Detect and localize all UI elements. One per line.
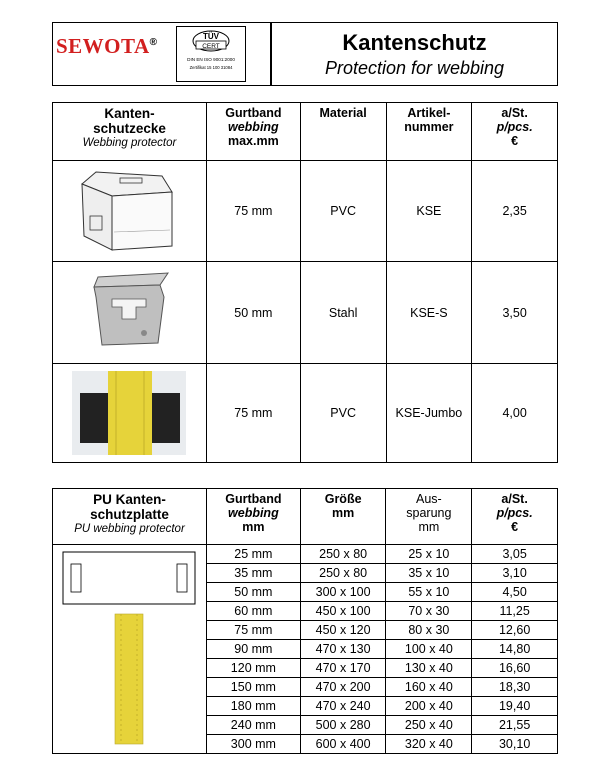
table-row (53, 262, 558, 364)
table-cell: 450 x 100 (300, 602, 386, 621)
table-cell: 470 x 170 (300, 659, 386, 678)
table-cell: schutzplatte (90, 507, 169, 522)
table-cell: 320 x 40 (386, 735, 472, 754)
table-cell: 3,10 (472, 564, 558, 583)
table-cell: webbing (228, 120, 279, 134)
table-cell: 3,50 (472, 262, 558, 364)
product-header-cell (53, 103, 207, 161)
col-header-size (300, 489, 386, 545)
table-cell: 4,50 (472, 583, 558, 602)
table-cell: 55 x 10 (386, 583, 472, 602)
col-header-material (300, 103, 386, 161)
table-cell: Stahl (300, 262, 386, 364)
table-cell: 250 x 80 (300, 545, 386, 564)
table-cell: Webbing protector (82, 137, 177, 149)
table-cell: 16,60 (472, 659, 558, 678)
table-cell: 470 x 200 (300, 678, 386, 697)
table-cell: Material (319, 106, 367, 120)
table-cell: Aus- (416, 492, 442, 506)
col-header-gurtband (206, 489, 300, 545)
table-cell: 11,25 (472, 602, 558, 621)
table-cell: ® (149, 37, 158, 48)
table-cell: SEWOTA (56, 34, 150, 58)
table-cell: 160 x 40 (386, 678, 472, 697)
col-header-gurtband (206, 103, 300, 161)
jumbo-protector-photo (53, 364, 207, 463)
table-cell: schutzecke (93, 121, 166, 136)
table-cell: 250 x 80 (300, 564, 386, 583)
table-cell: webbing (228, 506, 279, 520)
table-cell: Größe (324, 492, 362, 506)
table-cell: 25 x 10 (386, 545, 472, 564)
table-header-row (53, 103, 558, 161)
table-cell: 14,80 (472, 640, 558, 659)
table-cell: mm (418, 520, 440, 534)
table-cell: KSE-S (386, 262, 472, 364)
table-cell: mm (242, 520, 265, 534)
table-cell: 30,10 (472, 735, 558, 754)
table-cell: mm (332, 506, 355, 520)
table-cell: 12,60 (472, 621, 558, 640)
table-cell: 21,55 (472, 716, 558, 735)
table-cell: 75 mm (206, 364, 300, 463)
table-cell: 100 x 40 (386, 640, 472, 659)
table-cell: 80 x 30 (386, 621, 472, 640)
table-cell: nummer (404, 120, 454, 134)
table-cell: 250 x 40 (386, 716, 472, 735)
product-header-cell (53, 489, 207, 545)
table-cell: 3,05 (472, 545, 558, 564)
tuv-text: TÜV (203, 32, 219, 41)
table-cell: a/St. (501, 492, 528, 506)
table-cell: 130 x 40 (386, 659, 472, 678)
table-row (53, 161, 558, 262)
table-cell: 2,35 (472, 161, 558, 262)
table-cell: 120 mm (206, 659, 300, 678)
col-header-price (472, 103, 558, 161)
tuv-cert-seal (176, 26, 246, 82)
table-cell: 470 x 240 (300, 697, 386, 716)
col-header-cutout (386, 489, 472, 545)
table-cell: 35 mm (206, 564, 300, 583)
table-cell: 90 mm (206, 640, 300, 659)
table-cell: 240 mm (206, 716, 300, 735)
table-cell: 4,00 (472, 364, 558, 463)
table-cell: Artikel- (407, 106, 451, 120)
table-cell: 70 x 30 (386, 602, 472, 621)
cert-number-text: Zertifikat 15 100 31084 (189, 65, 233, 70)
table-cell: p/pcs. (496, 120, 533, 134)
pu-plate-image (53, 545, 207, 754)
table-cell: 300 mm (206, 735, 300, 754)
cert-text: CERT (202, 43, 220, 50)
table-cell: max.mm (227, 134, 279, 148)
table-cell: 300 x 100 (300, 583, 386, 602)
steel-corner-protector-image (53, 262, 207, 364)
webbing-protector-table (52, 102, 558, 463)
table-row (53, 545, 558, 564)
table-cell: € (511, 134, 519, 148)
table-cell: 25 mm (206, 545, 300, 564)
table-cell: p/pcs. (496, 506, 533, 520)
page-subtitle: Protection for webbing (324, 58, 505, 78)
table-cell: 50 mm (206, 262, 300, 364)
table-cell: 500 x 280 (300, 716, 386, 735)
table-cell: a/St. (501, 106, 528, 120)
iso-text: DIN EN ISO 9001:2000 (187, 57, 235, 62)
table-cell: 470 x 130 (300, 640, 386, 659)
table-cell: 35 x 10 (386, 564, 472, 583)
table-cell: 50 mm (206, 583, 300, 602)
table-cell: Gurtband (225, 492, 282, 506)
col-header-price (472, 489, 558, 545)
table-cell: KSE-Jumbo (386, 364, 472, 463)
table-cell: Gurtband (225, 106, 282, 120)
table-header-row (53, 489, 558, 545)
col-header-artikel (386, 103, 472, 161)
table-cell: 60 mm (206, 602, 300, 621)
table-cell: PU webbing protector (74, 523, 185, 535)
table-cell: 450 x 120 (300, 621, 386, 640)
table-cell: PU Kanten- (93, 492, 166, 507)
page-title: Kantenschutz (342, 30, 487, 55)
table-row (53, 364, 558, 463)
table-cell: 150 mm (206, 678, 300, 697)
pu-protector-plate-table (52, 488, 558, 754)
table-cell: 600 x 400 (300, 735, 386, 754)
table-cell: 75 mm (206, 161, 300, 262)
table-cell: € (511, 520, 519, 534)
table-cell: PVC (300, 161, 386, 262)
table-cell: 180 mm (206, 697, 300, 716)
table-cell: PVC (300, 364, 386, 463)
brand-logo (56, 34, 158, 59)
table-cell: 75 mm (206, 621, 300, 640)
table-cell: 18,30 (472, 678, 558, 697)
table-cell: Kanten- (104, 106, 155, 121)
table-cell: 19,40 (472, 697, 558, 716)
table-cell: KSE (386, 161, 472, 262)
table-cell: sparung (406, 506, 452, 520)
pvc-corner-protector-image (53, 161, 207, 262)
table-cell: 200 x 40 (386, 697, 472, 716)
